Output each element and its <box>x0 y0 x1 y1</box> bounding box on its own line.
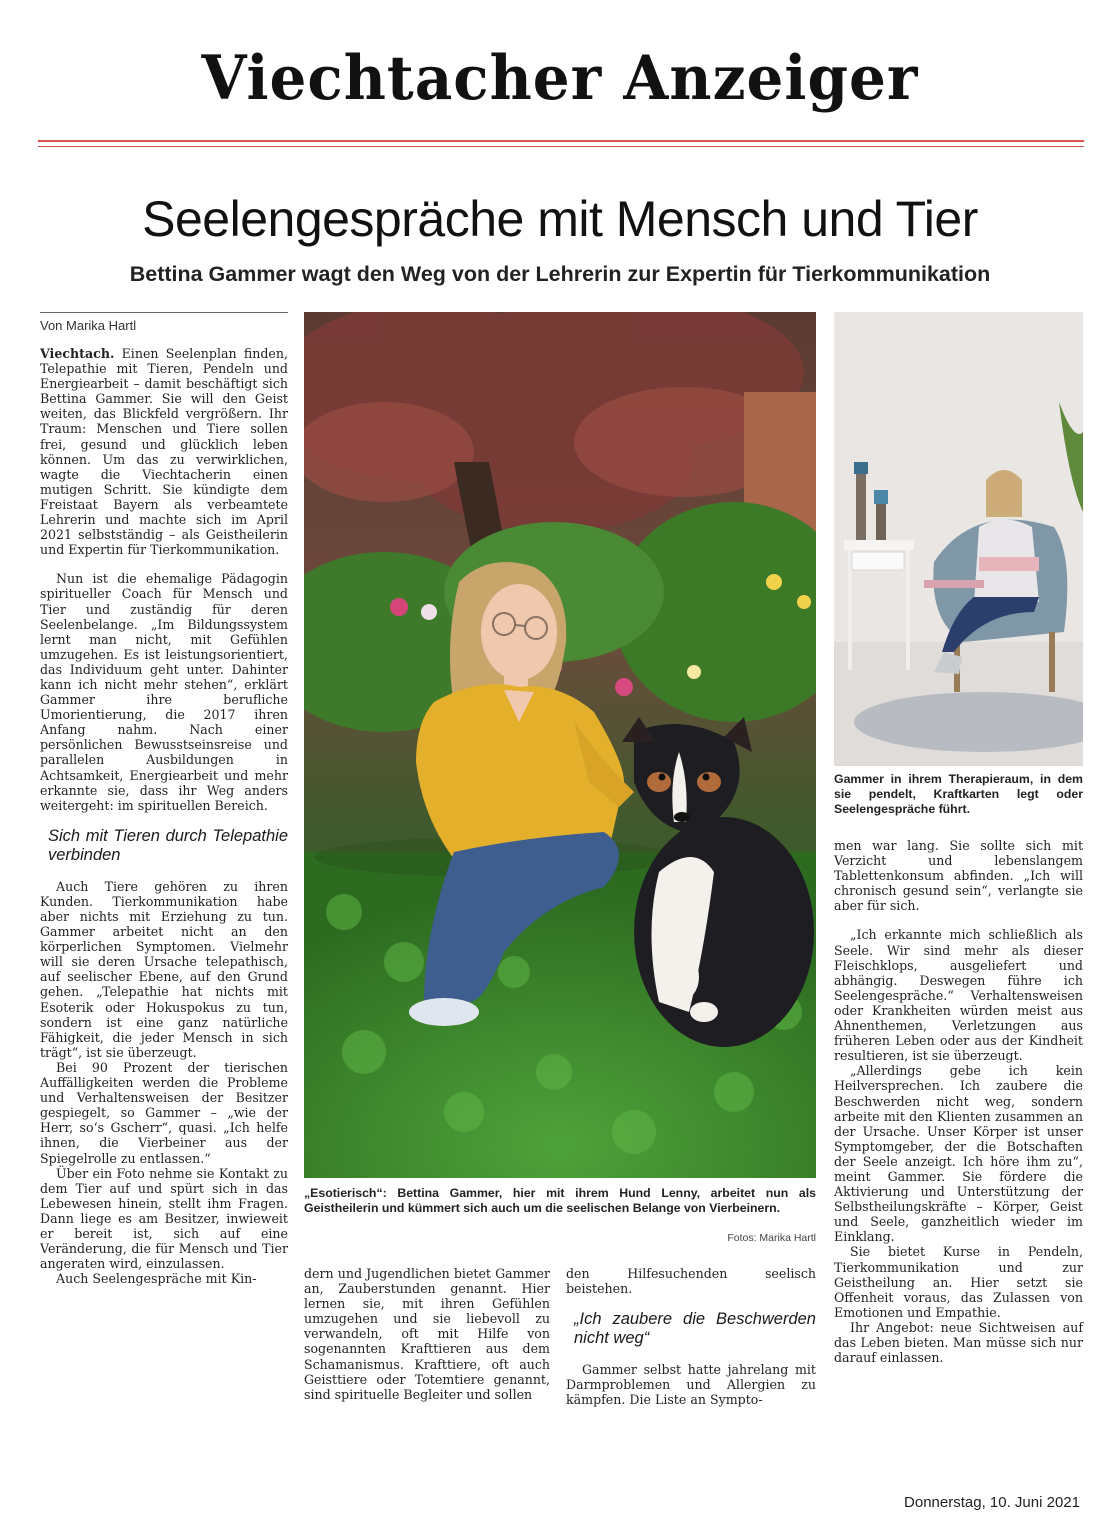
column-4 <box>834 838 1083 1365</box>
paragraph: Nun ist die ehemalige Pädagogin spiritueller Coach für Mensch und Tier und zuständig für deren Seelenbelange. „Im Bildungssystem lernt man nicht, mit Gefühlen umzugehen. Es ist leistungsorientiert, das Individuum geht unter. Dahinter kann ich nicht mehr stehen“, erklärt Gammer ihre berufliche Umorientierung, die 2017 ihren Anfang nahm. Nach einer persönlichen Bewusstseinsreise und parallelen Ausbildungen in Achtsamkeit, Energiearbeit und mehr erkannte sie, dass ihr Weg anders weitergeht: im spirituellen Bereich. <box>40 571 288 813</box>
paragraph: Ihr Angebot: neue Sichtweisen auf das Leben bieten. Man müsse sich nur darauf einlassen. <box>834 1319 1083 1366</box>
masthead: Viechtacher Anzeiger <box>201 42 919 114</box>
side-photo <box>834 312 1083 766</box>
paragraph: Auch Tiere gehören zu ihren Kunden. Tierkommunikation habe aber nichts mit Erziehung zu tun. Gammer arbeitet nicht an den körperlichen Symptomen. Vielmehr will sie deren Ursache telepathisch, auf seelischer Ebene, auf den Grund gehen. „Telepathie hat nichts mit Esoterik oder Hokuspokus zu tun, sondern ist eine ganz natürliche Fähigkeit, die jeder Mensch in sich trägt“, ist sie überzeugt. <box>40 878 288 1060</box>
therapy-room-photo <box>834 312 1083 766</box>
section-subhead: Sich mit Tieren durch Telepathie verbinden <box>48 826 288 864</box>
side-photo-caption: Gammer in ihrem Therapieraum, in dem sie pendelt, Kraftkarten legt oder Seelengespräche führt. <box>834 772 1083 816</box>
paragraph-text: Einen Seelenplan finden, Telepathie mit Tieren, Pendeln und Energiearbeit – damit beschäftigt sich Bettina Gammer. Sie will den Geist weiten, das Blickfeld vergrößern. Ihr Traum: Menschen und Tiere sollen frei, gesund und glücklich leben können. Um das zu verwirklichen, wagte die Viechtacherin einen mutigen Schritt. Sie kündigte dem Freistaat Bayern als verbeamtete Lehrerin und machte sich im April 2021 selbstständig – als Geistheilerin und Expertin für Tierkommunikation. <box>40 346 288 558</box>
paragraph <box>40 346 288 557</box>
paragraph: Bei 90 Prozent der tierischen Auffälligkeiten werden die Probleme und Verhaltensweisen der Besitzer gespiegelt, so Gammer – „wie der Herr, so‘s Gscherr“, quasi. „Ich helfe ihnen, die Vierbeiner aus der Spiegelrolle zu entlassen.“ <box>40 1059 288 1166</box>
paragraph: „Ich erkannte mich schließlich als Seele. Wir sind mehr als dieser Fleischklops, ausgeliefert und abhängig. Deswegen führe ich Seelengespräche.“ Verhaltensweisen oder Krankheiten würden meist aus Ahnenthemen, Verletzungen aus früheren Leben oder aus der Kindheit resultieren, ist sie überzeugt. <box>834 927 1083 1064</box>
paragraph: „Allerdings gebe ich kein Heilversprechen. Ich zaubere die Beschwerden nicht weg, sondern arbeite mit den Klienten zusammen an der Ursache. Unser Körper ist unser Symptomgeber, der die Botschaften der Seele anzeigt. Ich höre ihm zu“, meint Gammer. Sie fördere die Aktivierung und Unterstützung der Selbstheilungskräfte – Körper, Geist und Seele, ganzheitlich wieder im Einklang. <box>834 1063 1083 1245</box>
paragraph: Gammer selbst hatte jahrelang mit Darmproblemen und Allergien zu kämpfen. Die Liste an Sympto- <box>566 1362 816 1408</box>
section-subhead: „Ich zaubere die Beschwerden nicht weg“ <box>574 1310 816 1348</box>
main-photo <box>304 312 816 1178</box>
column-3 <box>566 1266 816 1407</box>
masthead-rule-thin <box>38 146 1084 147</box>
paragraph: Auch Seelengespräche mit Kin- <box>56 1271 257 1287</box>
byline-rule <box>40 312 288 313</box>
paragraph: Über ein Foto nehme sie Kontakt zu dem Tier auf und spürt sich in das Lebewesen hinein, stellt ihm Fragen. Dann liege es am Besitzer, inwieweit er bereit ist, sich auf eine Veränderung, die für Mensch und Tier angeraten wird, einzulassen. <box>40 1165 288 1272</box>
masthead-rule <box>38 140 1084 142</box>
article-headline: Seelengespräche mit Mensch und Tier <box>142 191 978 247</box>
column-1 <box>40 346 288 1286</box>
main-photo-caption: „Esotierisch“: Bettina Gammer, hier mit ihrem Hund Lenny, arbeitet nun als Geistheilerin und kümmert sich auch um die seelischen Belange von Vierbeinern. <box>304 1186 816 1215</box>
article-subheadline: Bettina Gammer wagt den Weg von der Lehrerin zur Expertin für Tierkommunikation <box>129 262 991 286</box>
column-2 <box>304 1266 550 1402</box>
paragraph: dern und Jugendlichen bietet Gammer an, Zauberstunden genannt. Hier lernen sie, mit ihren Gefühlen umzugehen und sie liebevoll zu verwandeln, oft mit Hilfe von sogenannten Krafttieren aus dem Schamanismus. Krafttiere, oft auch Geisttiere oder Totemtiere genannt, sind spirituelle Begleiter und sollen <box>304 1266 550 1402</box>
paragraph: Sie bietet Kurse in Pendeln, Tierkommunikation und zur Geistheilung an. Hier setzt sie Offenheit voraus, das Zulassen von Emotionen und Empathie. <box>834 1244 1083 1320</box>
byline: Von Marika Hartl <box>40 318 137 333</box>
issue-date: Donnerstag, 10. Juni 2021 <box>904 1494 1080 1511</box>
photo-credit: Fotos: Marika Hartl <box>727 1232 816 1244</box>
dateline: Viechtach. <box>40 346 115 361</box>
paragraph: men war lang. Sie sollte sich mit Verzicht und lebenslangem Tablettenkonsum abfinden. „Ich will chronisch gesund sein“, verlangte sie aber für sich. <box>834 838 1083 914</box>
paragraph: den Hilfesuchenden seelisch beistehen. <box>566 1266 816 1297</box>
garden-dog-photo <box>304 312 816 1178</box>
